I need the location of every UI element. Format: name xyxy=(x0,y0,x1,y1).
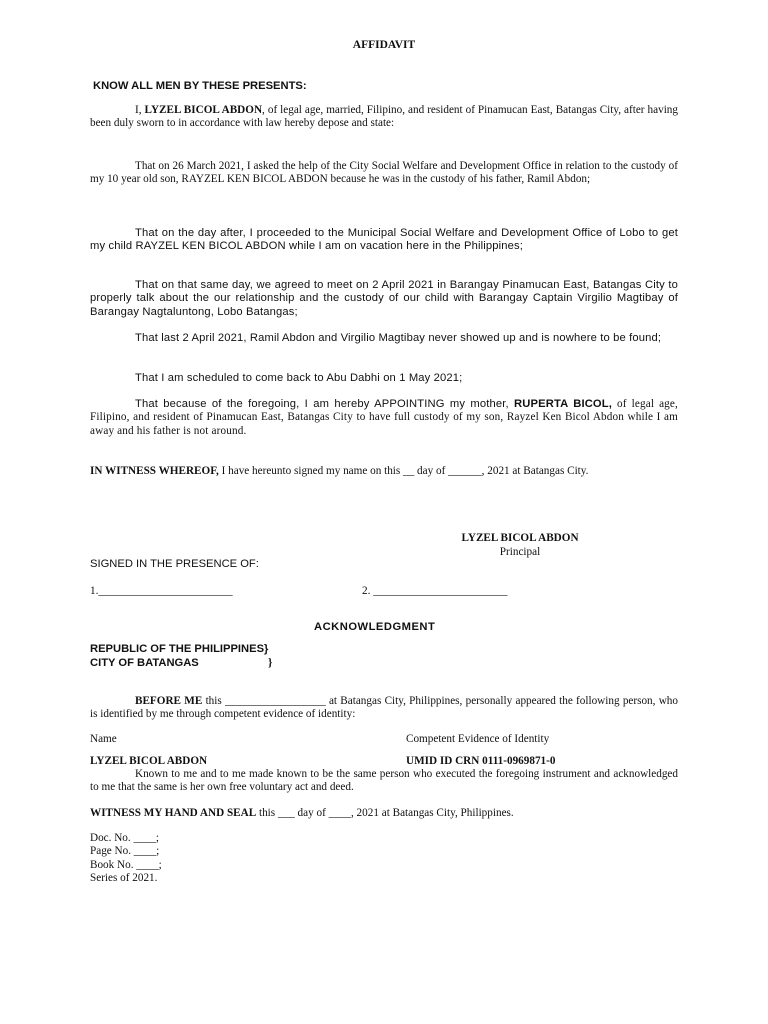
book-no: Book No. ____; xyxy=(90,858,162,871)
appointee-name: RUPERTA BICOL, xyxy=(514,398,613,410)
page-no: Page No. ____; xyxy=(90,845,160,858)
doc-no: Doc. No. ____; xyxy=(90,832,159,844)
acknowledgment-title: ACKNOWLEDGMENT xyxy=(314,621,436,633)
signatory-role: Principal xyxy=(499,546,541,558)
appearing-person-id: UMID ID CRN 0111-0969871-0 xyxy=(406,755,556,767)
witness-hand-seal xyxy=(90,807,678,820)
in-witness-whereof-label: IN WITNESS WHEREOF, xyxy=(90,465,219,477)
in-witness-whereof xyxy=(90,465,678,478)
venue-republic: REPUBLIC OF THE PHILIPPINES} xyxy=(90,643,269,655)
intro-rest: , of legal age, married, Filipino, and resident of Pinamucan East, Batangas City, after having been duly sworn to in accordance with law hereby depose and state: xyxy=(90,104,678,130)
intro-paragraph xyxy=(90,104,678,131)
paragraph-6-post: of legal age, Filipino, and resident of Pinamucan East, Batangas City to have full custody of my son, Rayzel Ken Bicol Abdon while I am away and his father is not around. xyxy=(90,398,678,437)
witness-hand-seal-text: this ___ day of ____, 2021 at Batangas City, Philippines. xyxy=(256,807,514,819)
series: Series of 2021. xyxy=(90,871,158,884)
know-all-men-heading: KNOW ALL MEN BY THESE PRESENTS: xyxy=(93,80,307,92)
witness-hand-seal-label: WITNESS MY HAND AND SEAL xyxy=(90,807,257,819)
before-me-paragraph xyxy=(90,695,678,722)
column-name-header: Name xyxy=(90,733,117,745)
paragraph-1: That on 26 March 2021, I asked the help of the City Social Welfare and Development Office in relation to the custody of my 10 year old son, RAYZEL KEN BICOL ABDON because he was in the custody of his father, Ramil Abdon; xyxy=(90,160,678,186)
notarial-register xyxy=(90,832,162,885)
appearing-person-name: LYZEL BICOL ABDON xyxy=(90,755,208,767)
witness-line-2: 2. ________________________ xyxy=(362,585,508,597)
before-me-text: this __________________ at Batangas City, Philippines, personally appeared the following person, who is identified by me through competent evidence of identity: xyxy=(90,695,678,721)
in-witness-whereof-text: I have hereunto signed my name on this __ day of ______, 2021 at Batangas City. xyxy=(218,465,589,477)
paragraph-6-pre: That because of the foregoing, I am hereby APPOINTING my mother, xyxy=(135,398,515,410)
signatory-name: LYZEL BICOL ABDON xyxy=(461,532,579,544)
document-title: AFFIDAVIT xyxy=(352,39,416,51)
venue-brace: } xyxy=(268,657,273,669)
paragraph-2: That on the day after, I proceeded to the Municipal Social Welfare and Development Office of Lobo to get my child RAYZEL KEN BICOL ABDON while I am on vacation here in the Philippines; xyxy=(90,227,678,253)
before-me-label: BEFORE ME xyxy=(135,695,203,707)
paragraph-5: That I am scheduled to come back to Abu Dabhi on 1 May 2021; xyxy=(135,372,463,384)
column-evidence-header: Competent Evidence of Identity xyxy=(406,733,550,745)
venue-city: CITY OF BATANGAS xyxy=(90,657,199,669)
witness-line-1: 1.________________________ xyxy=(90,585,233,597)
affiant-name: LYZEL BICOL ABDON xyxy=(144,104,263,116)
paragraph-3: That on that same day, we agreed to meet on 2 April 2021 in Barangay Pinamucan East, Batangas City to properly talk about the our relationship and the custody of our child with Barangay Captain Virgilio Magtibay of Barangay Nagtaluntong, Lobo Batangas; xyxy=(90,279,678,318)
intro-lead: I, xyxy=(135,104,145,116)
signed-presence-label: SIGNED IN THE PRESENCE OF: xyxy=(90,558,259,570)
paragraph-4: That last 2 April 2021, Ramil Abdon and Virgilio Magtibay never showed up and is nowhere to be found; xyxy=(135,332,662,344)
known-to-me-paragraph: Known to me and to me made known to be the same person who executed the foregoing instrument and acknowledged to me that the same is her own free voluntary act and deed. xyxy=(90,768,678,794)
paragraph-6 xyxy=(90,398,678,438)
